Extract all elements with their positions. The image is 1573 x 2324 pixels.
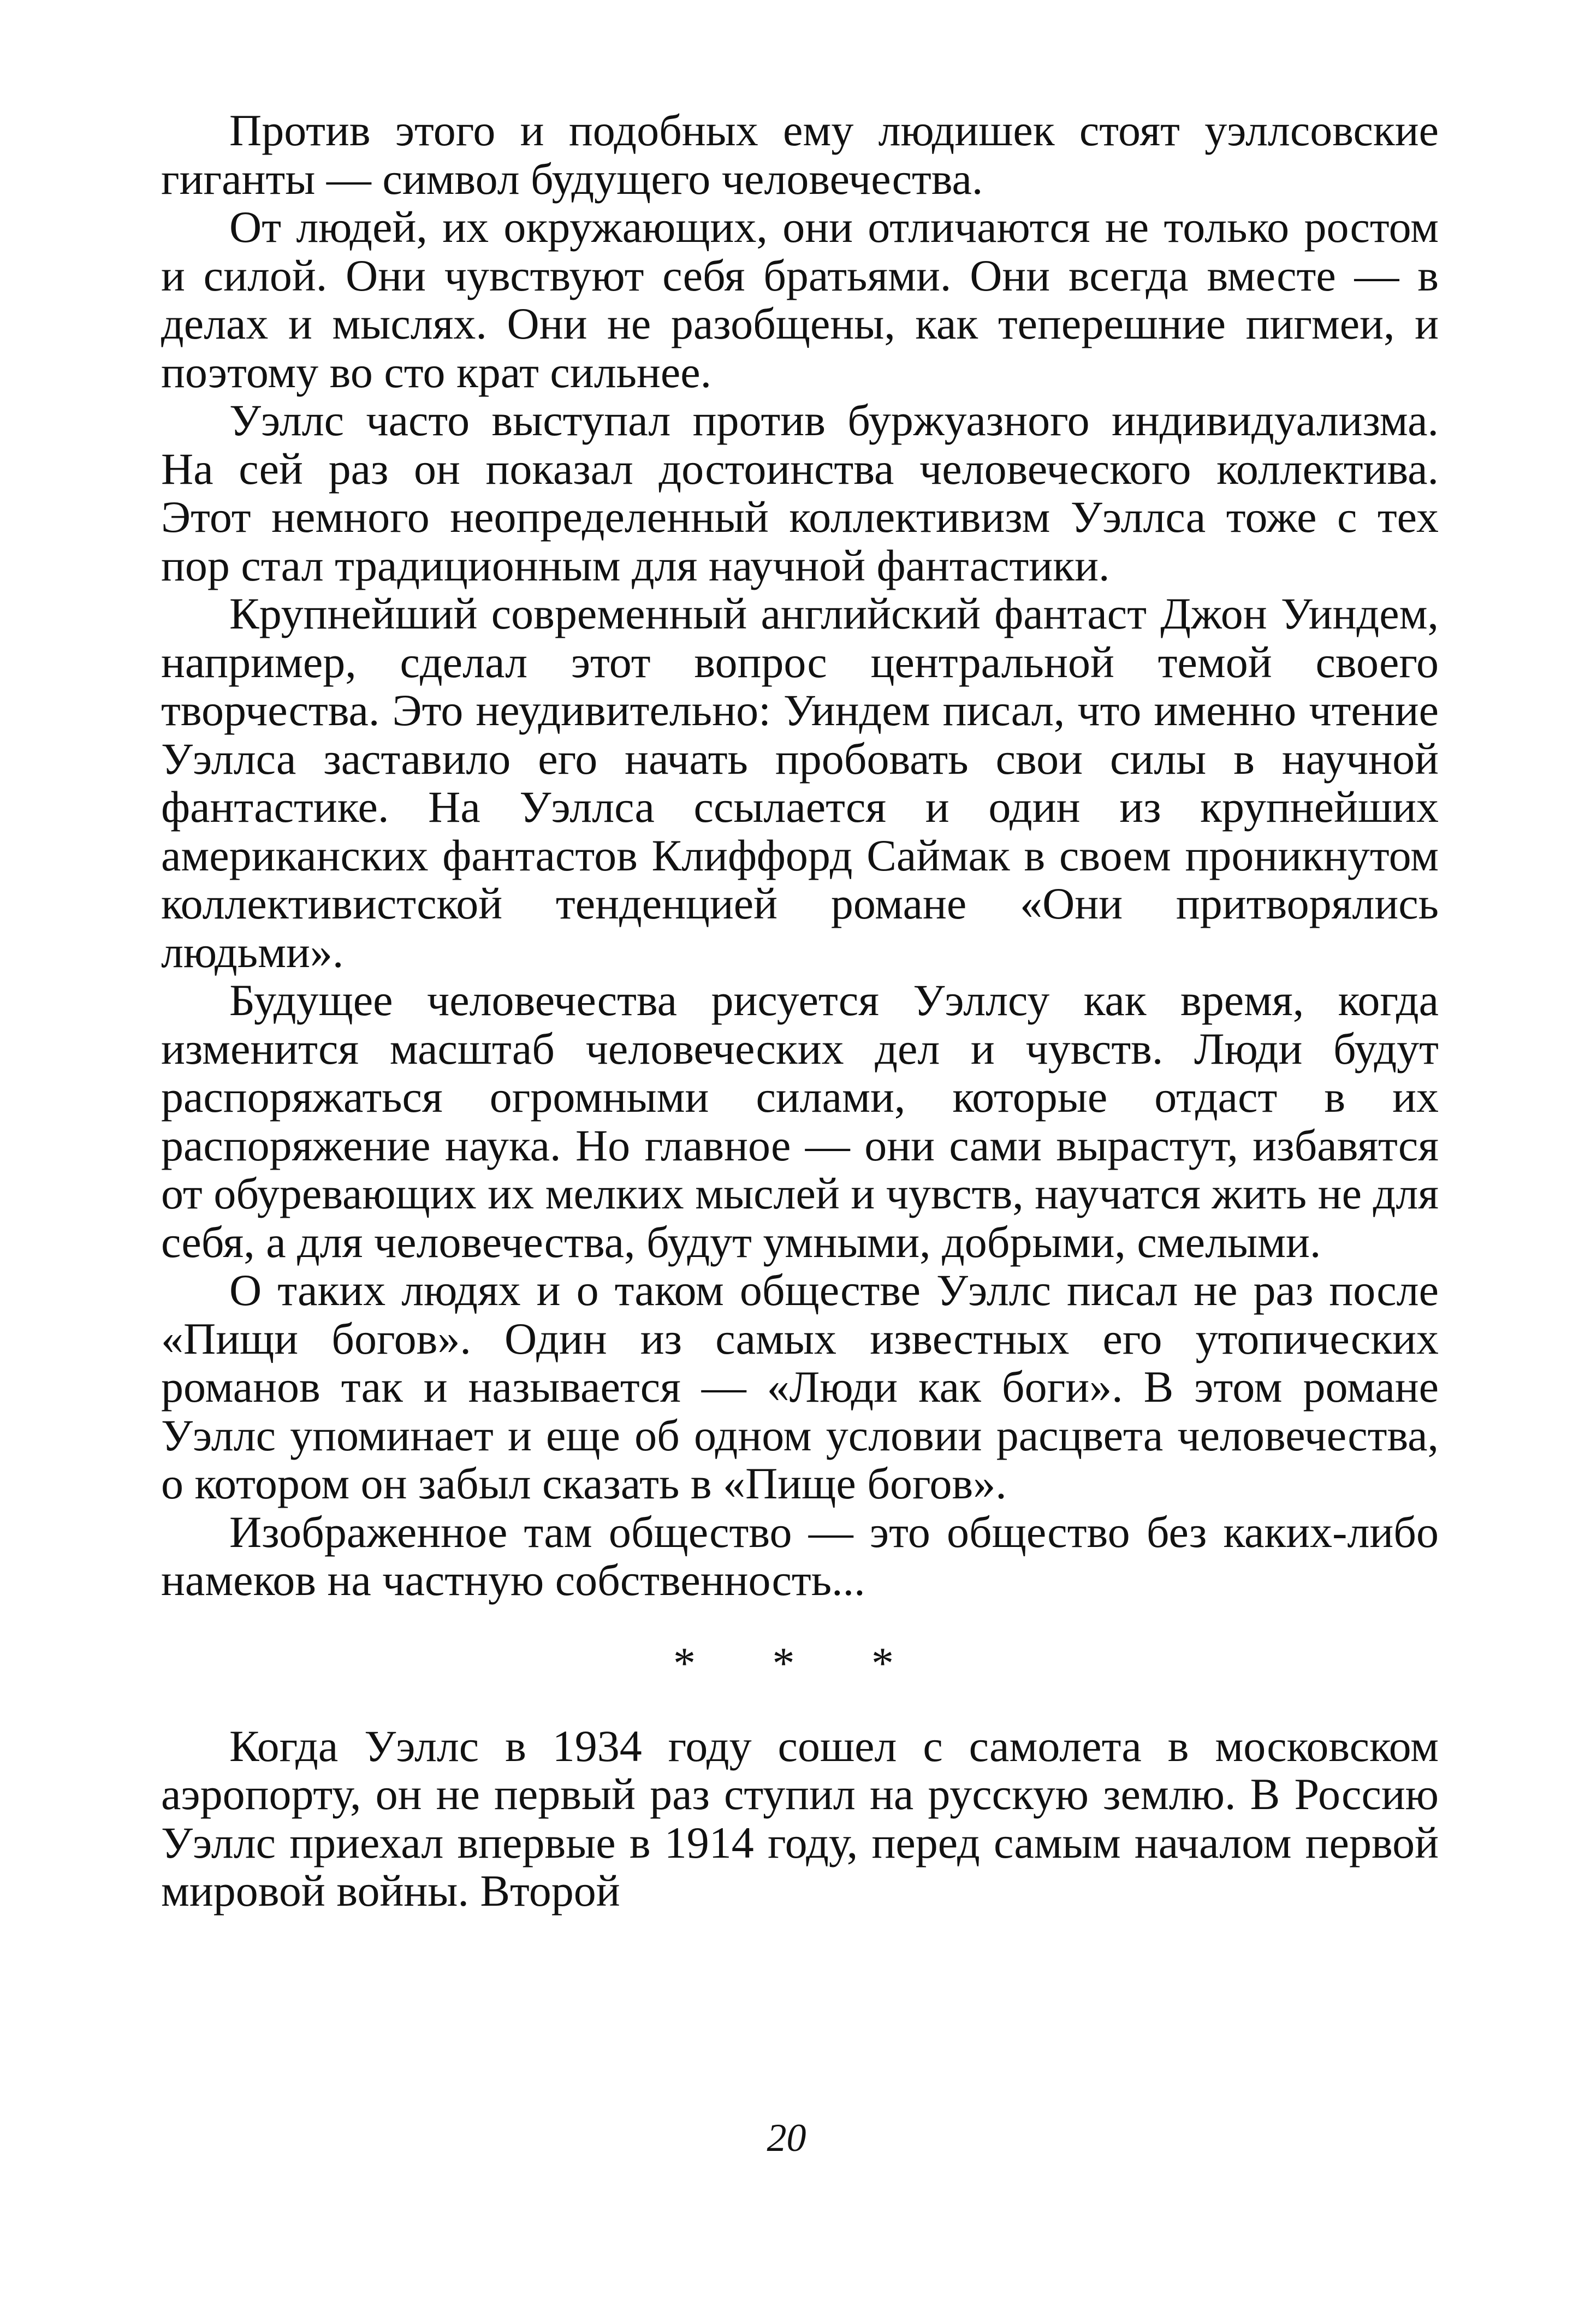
page-number: 20 [767,2116,806,2160]
body-text [161,106,1439,1916]
paragraph: Когда Уэллс в 1934 году сошел с самолета в московском аэропорту, он не первый раз ступил на русскую землю. В Россию Уэллс приехал впервые в 1914 году, перед самым началом первой мировой войны. Второй [161,1721,1439,1916]
paragraph: Будущее человечества рисуется Уэллсу как время, когда изменится масштаб человеческих дел и чувств. Люди будут распоряжаться огромными силами, которые отдаст в их распоряжение наука. Но главное — они сами вырастут, избавятся от обуревающих их мелких мыслей и чувств, научатся жить не для себя, а для человечества, будут умными, добрыми, смелыми. [161,975,1439,1267]
paragraph: Крупнейший современный английский фантаст Джон Уиндем, например, сделал этот вопрос центральной темой своего творчества. Это неудивительно: Уиндем писал, что именно чтение Уэллса заставило его начать пробовать свои силы в научной фантастике. На Уэллса ссылается и один из крупнейших американских фантастов Клиффорд Саймак в своем проникнутом коллективистской тенденцией романе «Они притворялись людьми». [161,589,1439,977]
section-break-asterisks: * * * [673,1638,927,1688]
paragraph: Против этого и подобных ему людишек стоят уэллсовские гиганты — символ будущего человечества. [161,105,1439,204]
paragraph: Изображенное там общество — это общество без каких-либо намеков на частную собственность... [161,1507,1439,1605]
paragraph: От людей, их окружающих, они отличаются не только ростом и силой. Они чувствуют себя братьями. Они всегда вместе — в делах и мыслях. Они не разобщены, как теперешние пигмеи, и поэтому во сто крат сильнее. [161,202,1439,397]
paragraph: Уэллс часто выступал против буржуазного индивидуализма. На сей раз он показал достоинства человеческого коллектива. Этот немного неопределенный коллективизм Уэллса тоже с тех пор стал традиционным для научной фантастики. [161,395,1439,590]
paragraph: О таких людях и о таком обществе Уэллс писал не раз после «Пищи богов». Один из самых известных его утопических романов так и называется — «Люди как боги». В этом романе Уэллс упоминает и еще об одном условии расцвета человечества, о котором он забыл сказать в «Пище богов». [161,1265,1439,1508]
